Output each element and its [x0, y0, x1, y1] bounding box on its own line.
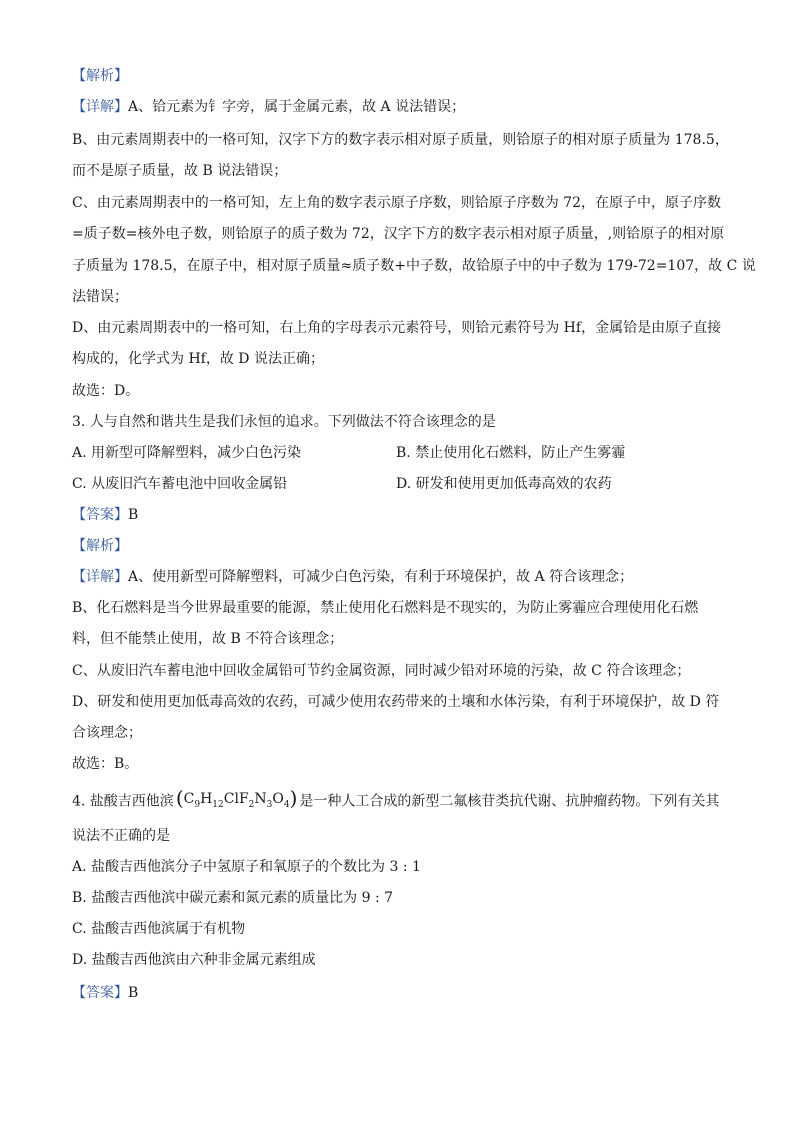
question-4-answer: [72, 983, 722, 1003]
question-3-answer: [72, 505, 722, 525]
explanation-line: =质子数=核外电子数，则铪原子的质子数为 72，汉字下方的数字表示相对原子质量，,则铪原子的相对原: [72, 226, 725, 242]
explanation-line: 故选：B。: [72, 756, 139, 772]
explanation-line: 法错误；: [72, 289, 128, 305]
explanation-line: 料，但不能禁止使用，故 B 不符合该理念；: [72, 631, 344, 647]
analysis-tag: 【解析】: [72, 68, 128, 84]
explanation-line: [72, 567, 722, 587]
answer-tag: 【答案】: [72, 985, 128, 1001]
explanation-line: 合该理念；: [72, 725, 142, 741]
explanation-line: D、研发和使用更加低毒高效的农药，可减少使用农药带来的土壤和水体污染，有利于环境保护，故 D 符: [72, 694, 720, 710]
explanation-line: 构成的，化学式为 Hf，故 D 说法正确；: [72, 351, 324, 367]
explanation-line: C、从废旧汽车蓄电池中回收金属铅可节约金属资源，同时减少铅对环境的污染，故 C 符合该理念；: [72, 663, 691, 679]
question-4-stem-line-2: 说法不正确的是: [72, 828, 170, 844]
explanation-line: D、由元素周期表中的一格可知，右上角的字母表示元素符号，则铪元素符号为 Hf，金属铪是由原子直接: [72, 320, 722, 336]
explanation-text: A、铪元素为钅字旁，属于金属元素，故 A 说法错误；: [128, 99, 466, 115]
explanation-text: A、使用新型可降解塑料，可减少白色污染，有利于环境保护，故 A 符合该理念；: [128, 569, 634, 585]
explanation-line: 子质量为 178.5，在原子中，相对原子质量≈质子数+中子数，故铪原子中的中子数为 179-72=107，故 C 说: [72, 258, 756, 274]
explanation-line: 故选：D。: [72, 383, 140, 399]
question-3-stem: 3. 人与自然和谐共生是我们永恒的追求。下列做法不符合该理念的是: [72, 414, 496, 430]
question-3-option-d: D. 研发和使用更加低毒高效的农药: [396, 476, 612, 492]
question-4-option-b: B. 盐酸吉西他滨中碳元素和氮元素的质量比为 9 : 7: [72, 890, 394, 906]
detail-tag: 【详解】: [72, 99, 128, 115]
question-4-stem-start: 4. 盐酸吉西他滨: [72, 793, 174, 810]
question-3-option-a: A. 用新型可降解塑料，减少白色污染: [72, 445, 302, 461]
question-4-option-a: A. 盐酸吉西他滨分子中氢原子和氧原子的个数比为 3 : 1: [72, 859, 421, 875]
question-3-option-c: C. 从废旧汽车蓄电池中回收金属铅: [72, 476, 288, 492]
explanation-line: C、由元素周期表中的一格可知，左上角的数字表示原子序数，则铪原子序数为 72，在原子中，原子序数: [72, 195, 721, 211]
question-4-stem-end: 是一种人工合成的新型二氟核苷类抗代谢、抗肿瘤药物。下列有关其: [299, 793, 720, 810]
explanation-line: B、化石燃料是当今世界最重要的能源，禁止使用化石燃料是不现实的，为防止雾霾应合理使用化石燃: [72, 600, 699, 616]
question-3-option-b: B. 禁止使用化石燃料，防止产生雾霾: [396, 445, 626, 461]
chemical-formula: $(C_9H_{12}ClF_2N_3O_4)$: [175, 786, 298, 810]
explanation-line: B、由元素周期表中的一格可知，汉字下方的数字表示相对原子质量，则铪原子的相对原子质量为 178.5，: [72, 132, 729, 148]
answer-value: B: [128, 985, 139, 1001]
explanation-line: 而不是原子质量，故 B 说法错误；: [72, 163, 288, 179]
answer-value: B: [128, 507, 139, 523]
explanation-line: [72, 97, 722, 117]
question-4-stem: [72, 788, 722, 815]
analysis-tag: 【解析】: [72, 538, 128, 554]
answer-tag: 【答案】: [72, 507, 128, 523]
detail-tag: 【详解】: [72, 569, 128, 585]
question-4-option-d: D. 盐酸吉西他滨由六种非金属元素组成: [72, 952, 316, 968]
question-4-option-c: C. 盐酸吉西他滨属于有机物: [72, 921, 246, 937]
